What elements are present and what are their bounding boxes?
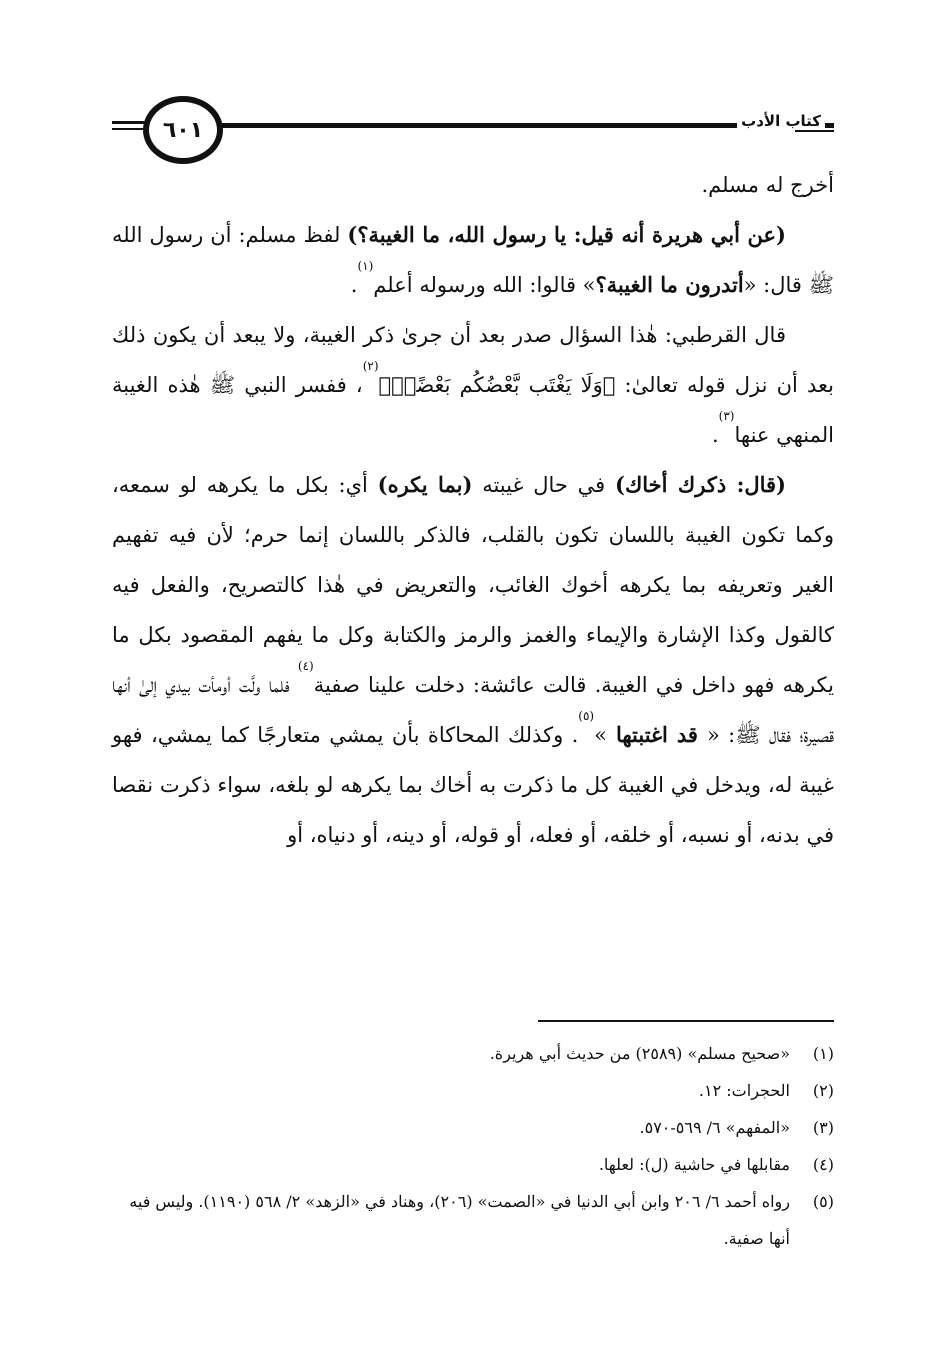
footnote-text: «المفهم» ٦/ ٥٦٩-٥٧٠.	[639, 1118, 790, 1137]
footnote-number: (١)	[812, 1044, 834, 1063]
paragraph-2-end: .	[350, 273, 358, 297]
footnote-2	[112, 1072, 834, 1109]
hadith-phrase: أتدرون ما الغيبة؟	[595, 272, 744, 297]
footnote-3	[112, 1109, 834, 1146]
footnote-marker-2: (٢)	[362, 359, 379, 373]
paragraph-4-text-1: في حال غيبته	[472, 473, 616, 497]
footnote-marker-4: (٤)	[297, 659, 314, 673]
page-header	[0, 0, 941, 170]
footnote-text: مقابلها في حاشية (ل): لعلها.	[598, 1155, 790, 1174]
paragraph-3	[112, 310, 834, 460]
footnote-number: (٣)	[812, 1118, 834, 1137]
footnote-marker-3: (٣)	[718, 409, 735, 423]
footnote-5	[112, 1183, 834, 1257]
footnote-separator	[538, 1020, 834, 1022]
running-title: كتاب الأدب	[737, 112, 825, 130]
paragraph-2-text-1: لفظ مسلم: أن رسول الله ﷺ قال: «	[112, 223, 834, 297]
paragraph-4-text-5: . وكذلك المحاكاة بأن يمشي متعارجًا كما يمشي، فهو غيبة له، ويدخل في الغيبة كل ما ذكرت به أخاك بما يكرهه لو بلغه، سواء ذكرت نقصا في بدنه، أو نسبه، أو خلقه، أو فعله، أو قوله، أو دينه، أو دنياه، أو	[112, 723, 834, 847]
paragraph-4-text-3: فلما ولَّت أومأت بيدي إلىٰ أنها قصيرة؛ فقال ﷺ: «	[112, 673, 834, 747]
footnote-marker-1: (١)	[357, 259, 374, 273]
header-rule-right	[795, 130, 834, 132]
paragraph-3-text-2: ، ففسر النبي ﷺ هٰذه الغيبة المنهي عنها	[112, 373, 834, 447]
footnote-number: (٤)	[812, 1155, 834, 1174]
footnote-1	[112, 1035, 834, 1072]
hadith-phrase-2: (قال: ذكرك أخاك)	[615, 472, 786, 497]
paragraph-4	[112, 460, 834, 860]
paragraph-1	[112, 160, 834, 210]
paragraph-1-text: أخرج له مسلم.	[701, 173, 834, 197]
hadith-phrase-3: (بما يكره)	[377, 472, 473, 497]
paragraph-4-text-4: »	[594, 723, 607, 747]
paragraph-2-text-2: » قالوا: الله ورسوله أعلم	[373, 273, 596, 297]
footnote-4	[112, 1146, 834, 1183]
footnotes	[112, 1035, 834, 1257]
paragraph-2	[112, 210, 834, 310]
main-text	[112, 160, 834, 860]
footnote-text: الحجرات: ١٢.	[698, 1081, 790, 1100]
footnote-number: (٢)	[812, 1081, 834, 1100]
paragraph-3-text-1: قال القرطبي: هٰذا السؤال صدر بعد أن جرىٰ ذكر الغيبة، ولا يبعد أن يكون ذلك بعد أن نزل قوله تعالىٰ: ﴿وَلَا يَغْتَب بَّعْضُكُم بَعْضًاۚ﴾	[112, 323, 834, 397]
footnote-marker-5: (٥)	[578, 709, 595, 723]
footnote-number: (٥)	[812, 1192, 834, 1211]
paragraph-4-text-2: أي: بكل ما يكرهه لو سمعه، وكما تكون الغيبة باللسان تكون بالقلب، فالذكر باللسان إنما حرم؛ لأن فيه تفهيم الغير وتعريفه بما يكرهه أخوك الغائب، والتعريض في هٰذا كالتصريح، والفعل فيه كالقول وكذا الإشارة والإيماء والغمز والرمز والكتابة وكل ما يفهم المقصود بكل ما يكرهه فهو داخل في الغيبة. قالت عائشة: دخلت علينا صفية	[112, 473, 834, 697]
page-number: ٦٠١	[143, 96, 223, 164]
footnote-text: «صحيح مسلم» (٢٥٨٩) من حديث أبي هريرة.	[489, 1044, 790, 1063]
footnote-text: رواه أحمد ٦/ ٢٠٦ وابن أبي الدنيا في «الصمت» (٢٠٦)، وهناد في «الزهد» ٢/ ٥٦٨ (١١٩٠). وليس فيه أنها صفية.	[129, 1192, 790, 1248]
hadith-question: (عن أبي هريرة أنه قيل: يا رسول الله، ما الغيبة؟)	[347, 222, 786, 247]
paragraph-3-end: .	[711, 423, 719, 447]
hadith-phrase-4: قد اغتبتها	[606, 722, 707, 747]
